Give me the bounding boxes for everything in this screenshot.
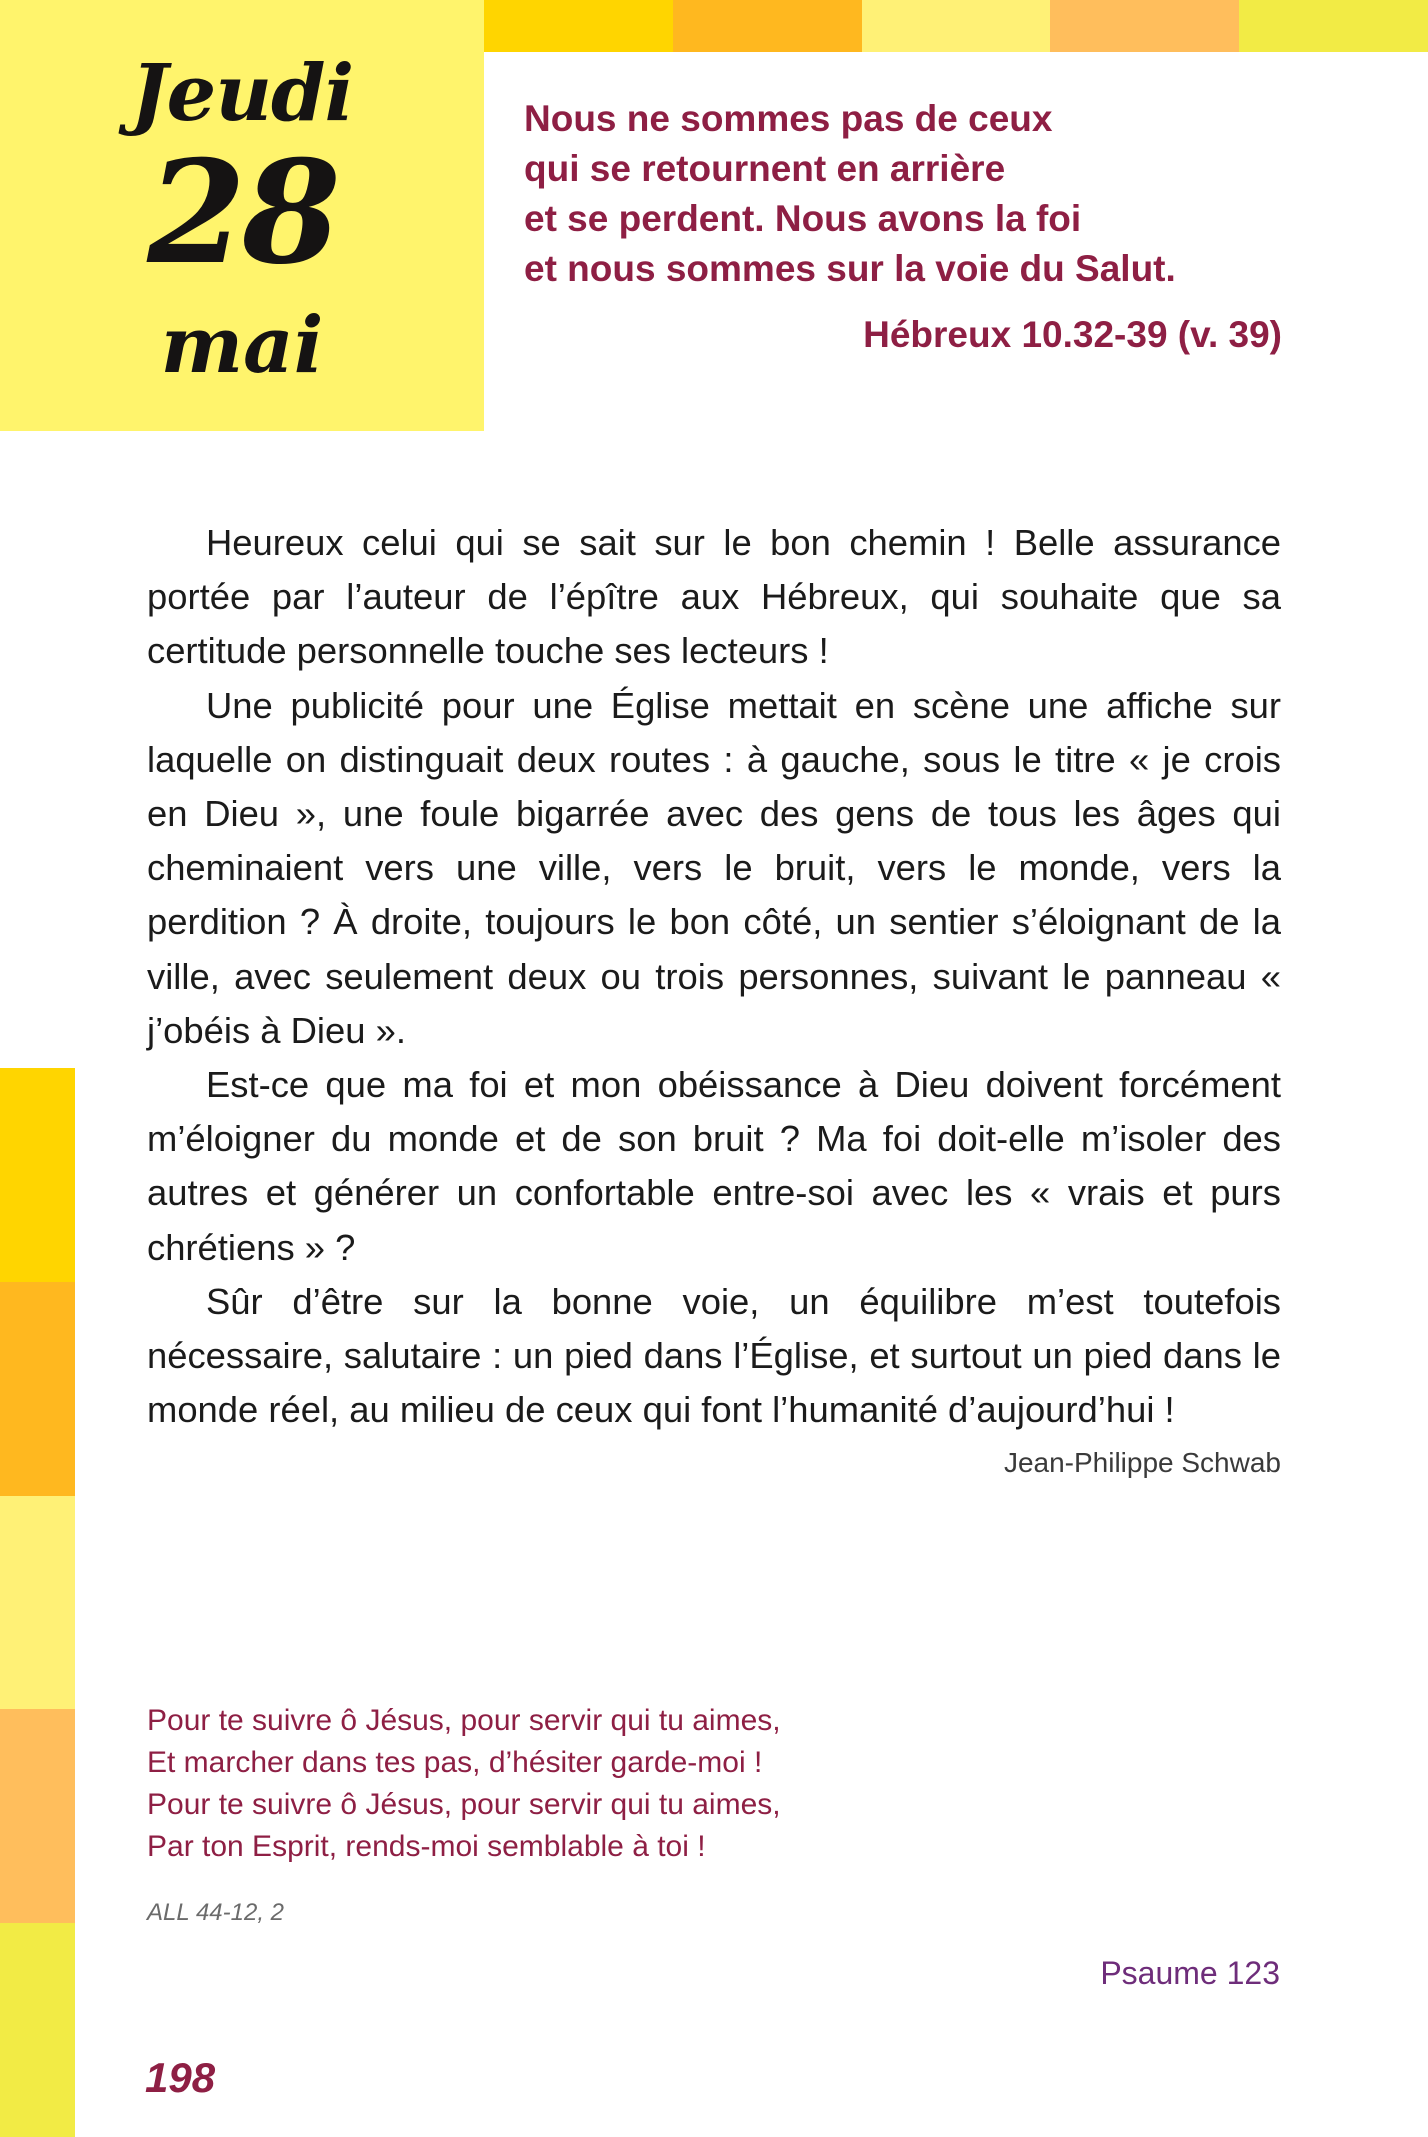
left-strip-segment (0, 1496, 75, 1710)
meditation-paragraph: Sûr d’être sur la bonne voie, un équilibre m’est toutefois nécessaire, salutaire : un pied dans l’Église, et surtout un pied dans le monde réel, au milieu de ceux qui font l’humanité d’aujourd’hui ! (147, 1280, 1281, 1431)
meditation-text (147, 516, 1281, 1437)
prayer-hymn (147, 1700, 1047, 1868)
verse-line: et nous sommes sur la voie du Salut. (524, 248, 1176, 289)
meditation-paragraph: Heureux celui qui se sait sur le bon chemin ! Belle assurance portée par l’auteur de l’épître aux Hébreux, qui souhaite que sa certitude personnelle touche ses lecteurs ! (147, 522, 1281, 672)
prayer-line: Par ton Esprit, rends-moi semblable à toi ! (147, 1830, 706, 1863)
top-strip-segment (673, 0, 862, 52)
page-number: 198 (145, 2054, 216, 2101)
reading-reference: Psaume 123 (1100, 1955, 1280, 1991)
left-strip-segment (0, 1282, 75, 1496)
prayer-line: Pour te suivre ô Jésus, pour servir qui tu aimes, (147, 1788, 781, 1821)
verse-line: qui se retournent en arrière (524, 148, 1006, 189)
prayer-line: Et marcher dans tes pas, d’hésiter garde-moi ! (147, 1746, 763, 1779)
date-block (0, 0, 484, 431)
top-strip-segment (1050, 0, 1239, 52)
meditation-paragraph: Une publicité pour une Église mettait en scène une affiche sur laquelle on distinguait deux routes : à gauche, sous le titre « je crois en Dieu », une foule bigarrée avec des gens de tous les âges qui cheminaient vers une ville, vers le bruit, vers le monde, vers la perdition ? À droite, toujours le bon côté, un sentier s’éloignant de la ville, avec seulement deux ou trois personnes, suivant le panneau « j’obéis à Dieu ». (147, 684, 1281, 1051)
meditation-paragraph: Est-ce que ma foi et mon obéissance à Dieu doivent forcément m’éloigner du monde et de son bruit ? Ma foi doit-elle m’isoler des autres et générer un confortable entre-soi avec les « vrais et purs chrétiens » ? (147, 1064, 1281, 1268)
left-strip-segment (0, 1923, 75, 2137)
verse-reference: Hébreux 10.32-39 (v. 39) (863, 314, 1282, 355)
top-strip-segment (1239, 0, 1428, 52)
date-day-number: 28 (147, 130, 337, 296)
date-month: mai (160, 300, 324, 391)
top-color-strip (484, 0, 1428, 52)
verse-line: Nous ne sommes pas de ceux (524, 98, 1053, 139)
prayer-line: Pour te suivre ô Jésus, pour servir qui tu aimes, (147, 1704, 781, 1737)
left-strip-segment (0, 1709, 75, 1923)
left-color-strip (0, 1068, 75, 2137)
date-weekday: Jeudi (130, 48, 354, 139)
author-name: Jean-Philippe Schwab (1003, 1447, 1281, 1478)
bible-verse (524, 94, 1284, 294)
verse-line: et se perdent. Nous avons la foi (524, 198, 1082, 239)
left-strip-segment (0, 1068, 75, 1282)
top-strip-segment (862, 0, 1051, 52)
hymn-reference: ALL 44-12, 2 (147, 1899, 285, 1926)
top-strip-segment (484, 0, 673, 52)
